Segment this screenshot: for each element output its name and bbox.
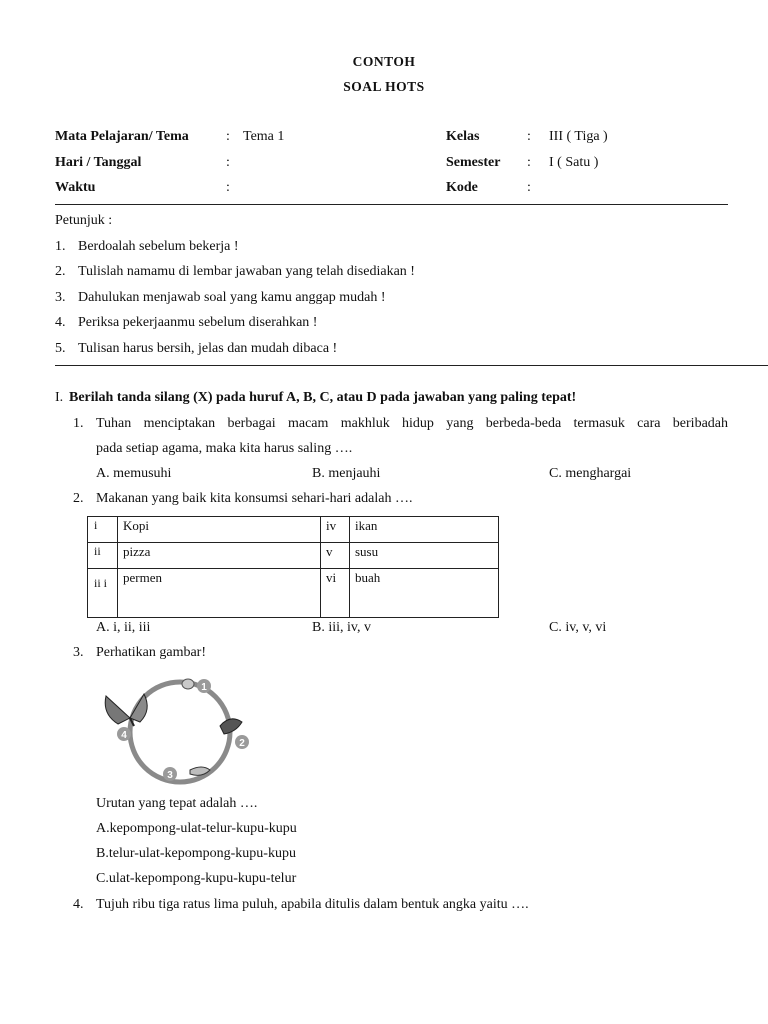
table-cell-item: buah	[350, 569, 499, 618]
option-b[interactable]: B. menjauhi	[312, 466, 381, 481]
option-b[interactable]: B. iii, iv, v	[312, 620, 371, 635]
table-cell-num: vi	[321, 569, 350, 618]
table-cell-item: Kopi	[118, 517, 321, 543]
cycle-step-1-badge	[197, 679, 211, 693]
petunjuk-title: Petunjuk :	[55, 213, 113, 228]
mapel-value: Tema 1	[243, 129, 285, 144]
kelas-value: III ( Tiga )	[549, 129, 608, 144]
petunjuk-item: Dahulukan menjawab soal yang kamu anggap mudah !	[78, 290, 386, 305]
hari-label: Hari / Tanggal	[55, 155, 142, 170]
question-text-line2: pada setiap agama, maka kita harus saling ….	[96, 441, 353, 456]
petunjuk-item: Tulisan harus bersih, jelas dan mudah dibaca !	[78, 341, 338, 356]
question-text: Perhatikan gambar!	[96, 645, 207, 660]
petunjuk-item: Berdoalah sebelum bekerja !	[78, 239, 239, 254]
option-a[interactable]: A. i, ii, iii	[96, 620, 151, 635]
kode-colon: :	[527, 180, 531, 195]
caterpillar-icon	[220, 719, 242, 734]
waktu-colon: :	[226, 180, 230, 195]
question-number: 1.	[73, 416, 84, 431]
option-c[interactable]: C.ulat-kepompong-kupu-kupu-telur	[96, 871, 297, 886]
question-text: Makanan yang baik kita konsumsi sehari-hari adalah ….	[96, 491, 413, 506]
semester-value: I ( Satu )	[549, 155, 599, 170]
divider-bottom	[55, 365, 768, 366]
food-options-table	[87, 516, 499, 618]
egg-icon	[182, 679, 194, 689]
option-b[interactable]: B.telur-ulat-kepompong-kupu-kupu	[96, 846, 296, 861]
petunjuk-item: Periksa pekerjaanmu sebelum diserahkan !	[78, 315, 318, 330]
doc-subtitle: SOAL HOTS	[343, 79, 425, 94]
option-c[interactable]: C. menghargai	[549, 466, 632, 481]
table-cell-num: ii	[88, 543, 118, 569]
butterfly-icon	[105, 694, 147, 726]
question-prompt: Urutan yang tepat adalah ….	[96, 796, 258, 811]
table-cell-num: iv	[321, 517, 350, 543]
option-a[interactable]: A. memusuhi	[96, 466, 172, 481]
question-number: 2.	[73, 491, 84, 506]
mapel-label: Mata Pelajaran/ Tema	[55, 129, 189, 144]
kelas-label: Kelas	[446, 129, 480, 144]
cycle-step-label: 3	[167, 770, 173, 781]
option-c[interactable]: C. iv, v, vi	[549, 620, 607, 635]
hari-colon: :	[226, 155, 230, 170]
petunjuk-num: 4.	[55, 315, 66, 330]
kode-label: Kode	[446, 180, 478, 195]
cycle-step-label: 1	[201, 682, 207, 693]
table-row	[88, 517, 499, 543]
cycle-step-4-badge	[117, 727, 131, 741]
table-row	[88, 543, 499, 569]
mapel-colon: :	[226, 129, 230, 144]
table-cell-item: susu	[350, 543, 499, 569]
table-cell-item: pizza	[118, 543, 321, 569]
cycle-step-3-badge	[163, 767, 177, 781]
option-a[interactable]: A.kepompong-ulat-telur-kupu-kupu	[96, 821, 297, 836]
petunjuk-num: 2.	[55, 264, 66, 279]
cycle-step-2-badge	[235, 735, 249, 749]
semester-colon: :	[527, 155, 531, 170]
waktu-label: Waktu	[55, 180, 96, 195]
question-number: 3.	[73, 645, 84, 660]
section-number: I.	[55, 390, 64, 405]
kelas-colon: :	[527, 129, 531, 144]
petunjuk-num: 5.	[55, 341, 66, 356]
divider-top	[55, 204, 728, 205]
table-cell-item: ikan	[350, 517, 499, 543]
table-cell-num: ii i	[88, 569, 118, 618]
cycle-step-label: 2	[239, 738, 245, 749]
cycle-step-label: 4	[121, 730, 127, 741]
butterfly-life-cycle-image	[100, 674, 250, 792]
petunjuk-num: 1.	[55, 239, 66, 254]
table-row	[88, 569, 499, 618]
table-cell-num: i	[88, 517, 118, 543]
semester-label: Semester	[446, 155, 501, 170]
petunjuk-item: Tulislah namamu di lembar jawaban yang telah disediakan !	[78, 264, 415, 279]
question-text: Tujuh ribu tiga ratus lima puluh, apabila ditulis dalam bentuk angka yaitu ….	[96, 897, 529, 912]
petunjuk-num: 3.	[55, 290, 66, 305]
question-number: 4.	[73, 897, 84, 912]
section-instruction: Berilah tanda silang (X) pada huruf A, B, C, atau D pada jawaban yang paling tepat!	[69, 390, 577, 405]
table-cell-item: permen	[118, 569, 321, 618]
table-cell-num: v	[321, 543, 350, 569]
question-text-line1: Tuhan menciptakan berbagai macam makhluk hidup yang berbeda-beda termasuk cara beribadah	[96, 416, 728, 431]
doc-title: CONTOH	[352, 54, 416, 69]
